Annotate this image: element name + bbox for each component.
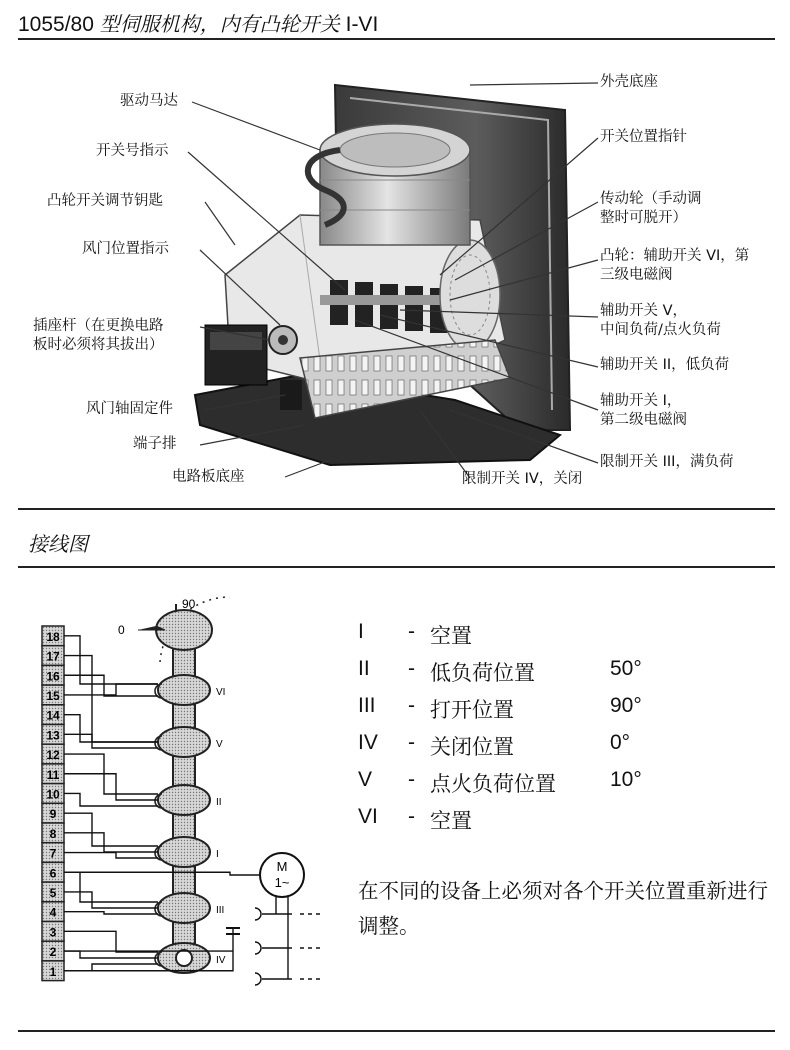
position-number: II <box>358 657 370 680</box>
terminal-number: 2 <box>49 945 57 960</box>
label-circuit-board-base: 电路板底座 <box>172 469 245 485</box>
position-name: 空置 <box>430 624 472 648</box>
terminal-number: 9 <box>49 807 57 822</box>
wire <box>64 853 158 858</box>
cam-label: III <box>216 905 225 916</box>
servomotor-illustration <box>0 40 790 505</box>
page-title <box>18 8 378 37</box>
dial-zero-label: 0 <box>118 623 125 637</box>
position-name: 点火负荷位置 <box>430 772 556 796</box>
terminal-number: 15 <box>46 688 60 703</box>
label-cam: 凸轮：辅助开关 VI，第 <box>600 248 750 264</box>
motor-letter: M <box>276 859 288 874</box>
label-limit-switch-iv: 限制开关 IV，关闭 <box>462 471 583 487</box>
title-text: 型伺服机构，内有凸轮开关 <box>99 12 340 36</box>
terminal-number: 7 <box>49 846 57 861</box>
wiring-diagram <box>30 590 340 1004</box>
terminal-number: 17 <box>46 649 60 664</box>
position-name: 关闭位置 <box>430 735 514 759</box>
position-dash: - <box>408 768 415 791</box>
position-number: I <box>358 620 364 643</box>
wire <box>64 964 158 971</box>
wiring-diagram-svg <box>30 590 340 1000</box>
terminal-number: 11 <box>46 767 60 782</box>
position-dash: - <box>408 620 415 643</box>
position-dash: - <box>408 805 415 828</box>
label-aux-switch-i-line2: 第二级电磁阀 <box>600 412 687 428</box>
cam-label: IV <box>216 955 226 966</box>
terminal-number: 3 <box>49 925 57 940</box>
wire <box>64 684 158 695</box>
position-angle: 10° <box>610 768 642 791</box>
wire <box>64 675 158 696</box>
position-number: V <box>358 768 373 791</box>
label-damper-position-indicator: 风门位置指示 <box>82 241 169 257</box>
terminal-block <box>42 626 64 981</box>
wire <box>64 774 158 800</box>
cam-disc <box>158 675 210 705</box>
label-aux-switch-v: 辅助开关 V， <box>600 303 688 319</box>
position-name: 低负荷位置 <box>430 661 535 685</box>
position-name: 空置 <box>430 809 472 833</box>
cam-disc <box>158 837 210 867</box>
position-angle: 50° <box>610 657 642 680</box>
label-aux-switch-ii: 辅助开关 II，低负荷 <box>600 357 730 373</box>
label-drive-wheel: 传动轮（手动调 <box>600 191 702 207</box>
adjustment-note: 在不同的设备上必须对各个开关位置重新进行调整。 <box>358 879 768 938</box>
label-drive-wheel-line2: 整时可脱开） <box>600 210 687 226</box>
cam-label: II <box>216 797 222 808</box>
terminal-number: 8 <box>49 826 57 841</box>
section-rule-1 <box>18 508 775 510</box>
position-dash: - <box>408 657 415 680</box>
wire <box>64 715 158 742</box>
terminal-number: 4 <box>49 905 57 920</box>
label-plug-rod: 插座杆（在更换电路 <box>33 318 164 334</box>
position-name: 打开位置 <box>430 698 514 722</box>
label-cam-line2: 三级电磁阀 <box>600 267 673 283</box>
terminal-number: 12 <box>46 748 60 763</box>
position-angle: 0° <box>610 731 631 754</box>
wire <box>64 636 158 684</box>
terminal-number: 1 <box>49 964 57 979</box>
switch-range: I-VI <box>345 13 379 36</box>
wire <box>64 872 158 902</box>
position-number: III <box>358 694 376 717</box>
terminal-number: 14 <box>46 708 60 723</box>
footer-rule <box>18 1030 775 1032</box>
wire <box>64 813 158 846</box>
motor-phase: 1~ <box>274 875 290 890</box>
position-angle: 90° <box>610 694 642 717</box>
section-rule-2 <box>18 566 775 568</box>
cam-label: V <box>216 739 223 750</box>
position-dash: - <box>408 731 415 754</box>
wiring-heading: 接线图 <box>28 532 88 556</box>
motor-wire <box>64 872 260 875</box>
terminal-number: 5 <box>49 885 57 900</box>
cam-label: VI <box>216 687 226 698</box>
cam-disc <box>158 893 210 923</box>
position-number: VI <box>358 805 378 828</box>
label-damper-shaft-fixing: 风门轴固定件 <box>86 401 173 417</box>
label-switch-number-indicator: 开关号指示 <box>96 143 169 159</box>
dial-ninety-label: 90 <box>182 597 196 611</box>
label-aux-switch-v-line2: 中间负荷/点火负荷 <box>600 322 721 338</box>
label-aux-switch-i: 辅助开关 I， <box>600 393 682 409</box>
terminal-number: 18 <box>46 629 60 644</box>
label-limit-switch-iii: 限制开关 III，满负荷 <box>600 454 734 470</box>
model-number: 1055/80 <box>18 13 94 36</box>
wire <box>64 656 158 742</box>
label-drive-motor: 驱动马达 <box>120 93 178 109</box>
shaft-hub <box>176 950 192 966</box>
label-plug-rod-line2: 板时必须将其拔出） <box>33 337 164 353</box>
position-dash: - <box>408 694 415 717</box>
terminal-number: 6 <box>49 866 57 881</box>
cam-disc <box>158 785 210 815</box>
position-number: IV <box>358 731 378 754</box>
cam-disc <box>158 727 210 757</box>
wire <box>64 734 158 748</box>
terminal-number: 10 <box>46 787 60 802</box>
terminal-number: 13 <box>46 728 60 743</box>
terminal-number: 16 <box>46 669 60 684</box>
wire <box>64 931 158 952</box>
label-housing-base: 外壳底座 <box>600 74 658 90</box>
cam-label: I <box>216 849 219 860</box>
wire <box>64 892 158 908</box>
label-terminal-strip: 端子排 <box>133 436 177 452</box>
wire <box>64 833 158 852</box>
wire <box>64 912 158 914</box>
label-switch-position-pointer: 开关位置指针 <box>600 129 687 145</box>
label-cam-adjust-key: 凸轮开关调节钥匙 <box>47 193 163 209</box>
